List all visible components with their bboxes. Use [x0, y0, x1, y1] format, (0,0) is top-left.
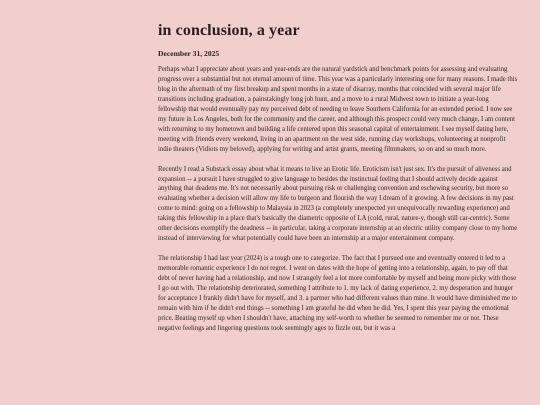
- post-paragraph-2: Recently I read a Substack essay about what it means to live an Erotic life. Eroticism isn't just sex. It's the pursuit of aliveness and expansion -- a pursuit I have struggled to give language to besides the instinctual feeling that I should actively decide against anything that deadens me. It's not necessarily about pursuing risk or challenging convention and eschewing security, but more so evaluating whether a decision will allow my life to burgeon and flourish the way I dream of it growing. A few decisions in my past come to mind: going on a fellowship to Malaysia in 2023 (a completely unexpected yet unequivocally rewarding experience) and taking this fellowship in a place that's basically the diametric opposite of LA (cold, rural, nature-y, though still car-centric). Some other decisions exemplify the deadness -- in particular, taking a corporate internship at an electric utility company close to my home instead of interviewing for what potentially could have been an internship at a major entertainment company.: [158, 165, 518, 243]
- post-paragraph-1: Perhaps what I appreciate about years and year-ends are the natural yardstick and benchmark points for assessing and evaluating progress over a substantial but not eternal amount of time. This year was a particularly interesting one for many reasons. I made this blog in the aftermath of my first breakup and spent months in a state of disarray, months that coincided with several major life transitions including graduation, a painstakingly long job hunt, and a move to a rural Midwest town to initiate a year-long fellowship that would eventually pay my perceived debt of needing to leave Southern California for an extended period. I now see my future in Los Angeles, both for the community and the career, and although this prospect could very much change, I am content with returning to my hometown and building a life centered upon this seasonal capital of entertainment. I see myself dating here, meeting with friends every weekend, living in an apartment on the west side, running clay workshops, volunteering at nonprofit indie theaters (Vidiots my beloved), applying for writing and artist grants, meeting filmmakers, so on and so much more.: [158, 66, 518, 153]
- post-body: [158, 65, 518, 344]
- post-date: December 31, 2025: [158, 49, 220, 58]
- post-title: in conclusion, a year: [158, 22, 300, 39]
- post-paragraph-3: The relationship I had last year (2024) is a tough one to categorize. The fact that I pursued one and eventually entered it led to a memorable romantic experience I do not regret. I went on dates with the hope of getting into a relationship, again, to pay off that debt of never having had a relationship, and now I strangely feel a lot more comfortable by myself and being more picky with those I go out with. The relationship deteriorated, something I attribute to 1. my lack of dating experience, 2. my desperation and hunger for acceptance I frankly didn't have for myself, and 3. a partner who had different values than mine. It would have diminished me to remain with him if he didn't end things -- something I am grateful he did when he did. Yes, I spent this year paying the emotional price. Beating myself up when I shouldn't have, attaching my self-worth to whether he seemed to remember me or not. These negative feelings and lingering questions took seemingly ages to fizzle out, but it was a: [158, 255, 517, 332]
